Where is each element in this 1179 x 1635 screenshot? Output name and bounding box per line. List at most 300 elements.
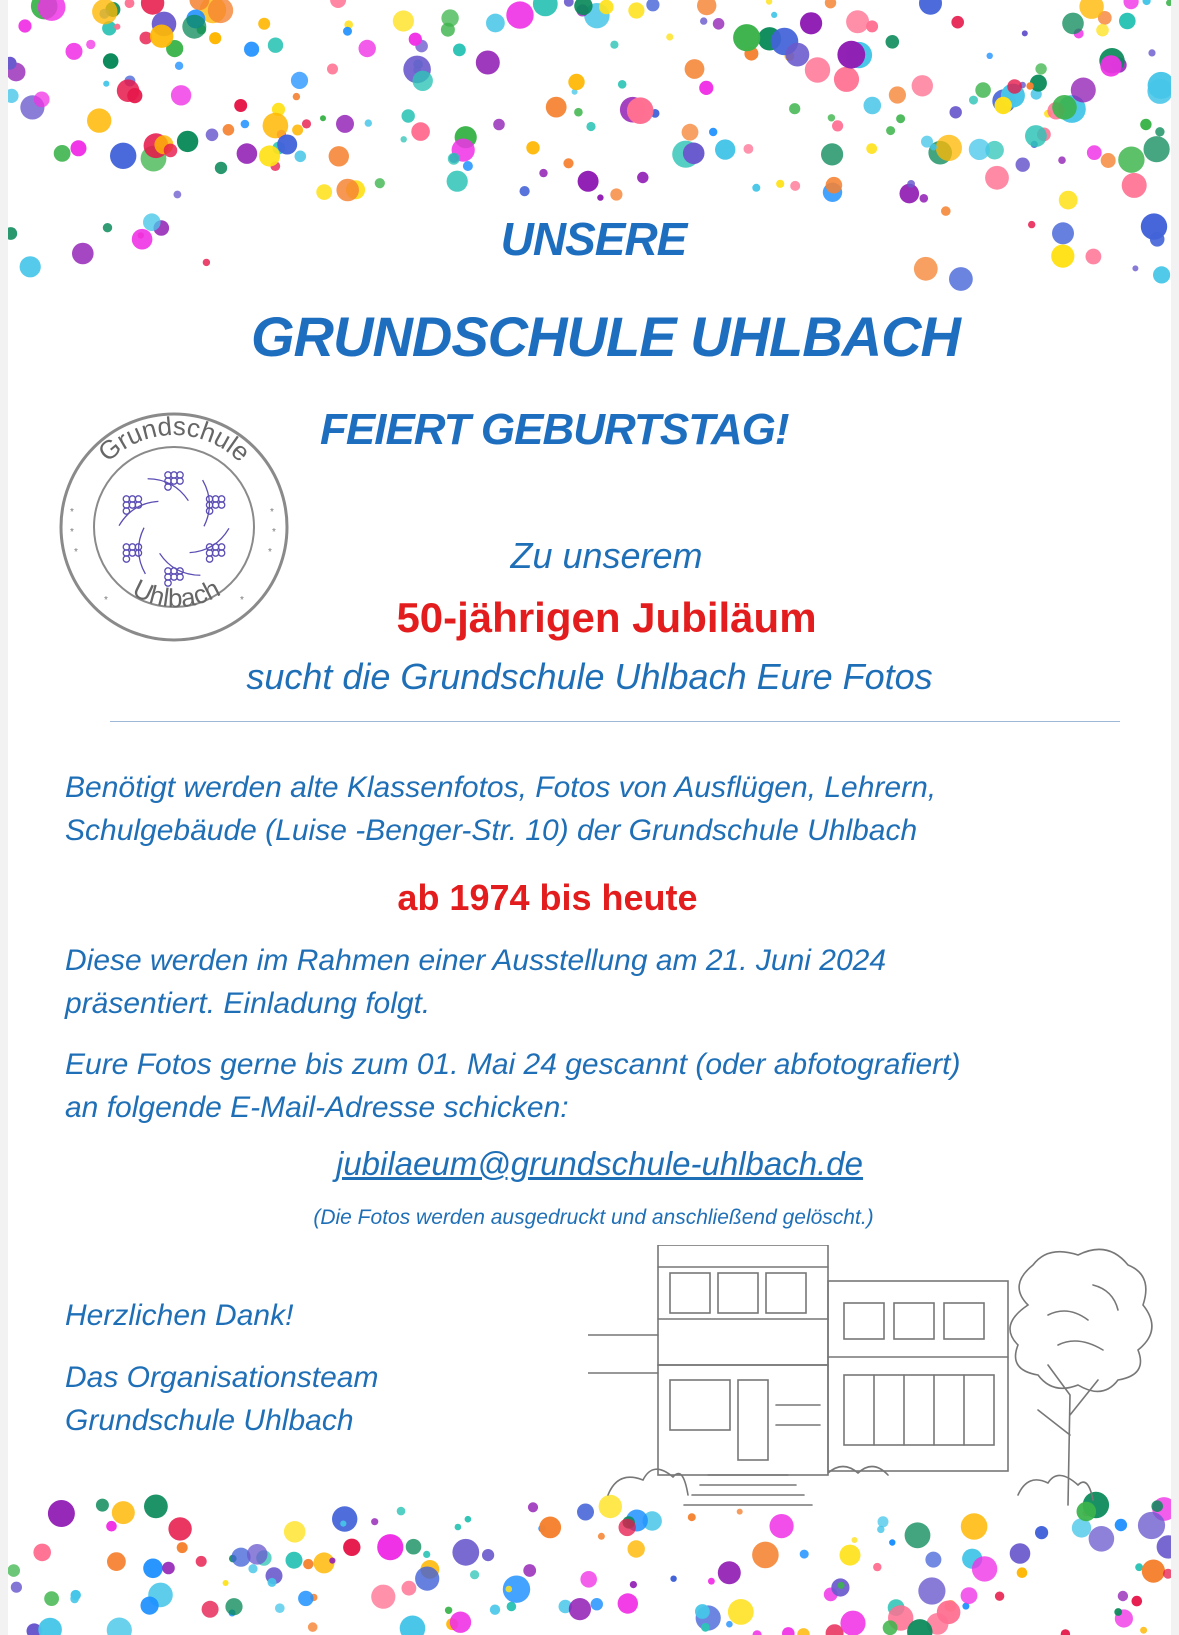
svg-text:*: *	[270, 507, 274, 518]
confetti-dot	[244, 42, 259, 57]
confetti-dot	[949, 267, 973, 291]
confetti-dot	[268, 1578, 277, 1587]
confetti-dot	[1114, 1608, 1122, 1616]
confetti-dot	[117, 79, 140, 102]
confetti-dot	[961, 1513, 988, 1540]
confetti-dot	[825, 0, 836, 8]
confetti-dot	[637, 172, 648, 183]
confetti-dot	[523, 1564, 536, 1577]
confetti-dot	[786, 43, 810, 67]
confetti-dot	[206, 129, 219, 142]
confetti-dot	[476, 51, 500, 75]
confetti-dot	[591, 1598, 603, 1610]
confetti-dot	[463, 161, 473, 171]
headline-school-name: GRUNDSCHULE UHLBACH	[251, 305, 960, 368]
confetti-dot	[837, 41, 865, 69]
confetti-dot	[873, 1563, 881, 1571]
confetti-dot	[821, 143, 843, 165]
confetti-dot	[1072, 1518, 1091, 1537]
submission-line-2: an folgende E-Mail-Adresse schicken:	[65, 1091, 569, 1124]
confetti-dot	[1119, 13, 1136, 30]
confetti-dot	[302, 119, 311, 128]
confetti-dot	[533, 0, 558, 16]
svg-text:*: *	[104, 595, 108, 606]
confetti-dot	[699, 81, 713, 95]
confetti-dot	[728, 1599, 754, 1625]
confetti-dot	[393, 10, 414, 31]
confetti-dot	[528, 1502, 538, 1512]
svg-text:*: *	[70, 527, 74, 538]
confetti-dot	[423, 1551, 430, 1558]
confetti-dot	[223, 1580, 229, 1586]
confetti-dot	[918, 1577, 945, 1604]
team-line-2: Grundschule Uhlbach	[65, 1404, 354, 1437]
confetti-dot	[985, 166, 1009, 190]
confetti-dot	[866, 143, 877, 154]
confetti-dot	[688, 1513, 696, 1521]
confetti-dot	[526, 141, 539, 154]
confetti-dot	[327, 64, 338, 75]
confetti-dot	[33, 1544, 51, 1562]
confetti-dot	[568, 74, 584, 90]
confetti-dot	[234, 99, 247, 112]
confetti-dot	[972, 1556, 997, 1581]
confetti-dot	[141, 1597, 159, 1615]
confetti-dot	[450, 1612, 471, 1633]
confetti-dot	[852, 1537, 858, 1543]
confetti-dot	[834, 67, 859, 92]
confetti-dot	[618, 1593, 638, 1613]
svg-text:Grundschule	[92, 411, 256, 468]
confetti-dot	[293, 93, 300, 100]
confetti-dot	[666, 33, 673, 40]
confetti-dot	[506, 1, 533, 28]
confetti-dot	[359, 40, 376, 57]
confetti-dot	[106, 1521, 117, 1532]
confetti-dot	[995, 1592, 1004, 1601]
confetti-dot	[38, 1618, 62, 1635]
confetti-dot	[284, 1521, 306, 1543]
confetti-dot	[920, 194, 929, 203]
confetti-dot	[1143, 0, 1151, 5]
confetti-dot	[628, 2, 644, 18]
confetti-dot	[951, 16, 964, 29]
confetti-dot	[770, 1514, 794, 1538]
confetti-dot	[975, 82, 991, 98]
confetti-dot	[776, 180, 784, 188]
confetti-dot	[969, 139, 990, 160]
privacy-note: (Die Fotos werden ausgedruckt und anschließend gelöscht.)	[313, 1206, 874, 1229]
confetti-dot	[1022, 30, 1028, 36]
confetti-dot	[86, 40, 95, 49]
confetti-dot	[1096, 24, 1109, 37]
confetti-dot	[295, 151, 307, 163]
confetti-dot	[397, 1507, 406, 1516]
svg-text:*: *	[70, 507, 74, 518]
confetti-dot	[1122, 173, 1147, 198]
confetti-dot	[332, 1506, 357, 1531]
confetti-dot	[71, 140, 87, 156]
confetti-dot	[1132, 1596, 1143, 1607]
confetti-dot	[700, 17, 707, 24]
intro-line-3: sucht die Grundschule Uhlbach Eure Fotos	[246, 656, 933, 697]
confetti-dot	[400, 1616, 426, 1635]
confetti-dot	[1087, 145, 1102, 160]
confetti-dot	[174, 191, 182, 199]
svg-text:*: *	[268, 547, 272, 558]
confetti-dot	[539, 1517, 561, 1539]
confetti-dot	[286, 1552, 303, 1569]
confetti-dot	[766, 0, 772, 5]
confetti-dot	[177, 1542, 188, 1553]
confetti-dot	[241, 120, 250, 129]
confetti-dot	[401, 136, 407, 142]
confetti-dot	[877, 1526, 884, 1533]
confetti-dot	[402, 1581, 417, 1596]
confetti-dot	[646, 0, 659, 11]
confetti-dot	[683, 143, 705, 165]
period-highlight: ab 1974 bis heute	[397, 877, 698, 918]
confetti-dot	[490, 1605, 500, 1615]
confetti-dot	[209, 32, 221, 44]
confetti-dot	[1089, 1526, 1115, 1552]
confetti-dot	[298, 1591, 313, 1606]
confetti-dot	[599, 0, 614, 14]
submission-line-1: Eure Fotos gerne bis zum 01. Mai 24 gescannt (oder abfotografiert)	[65, 1048, 961, 1081]
svg-text:*: *	[74, 547, 78, 558]
confetti-dot	[343, 27, 352, 36]
confetti-dot	[907, 180, 915, 188]
confetti-dot	[453, 44, 466, 57]
confetti-dot	[832, 120, 843, 131]
confetti-dot	[1115, 1519, 1127, 1531]
confetti-dot	[610, 188, 622, 200]
confetti-dot	[196, 1556, 207, 1567]
confetti-dot	[71, 1590, 81, 1600]
confetti-dot	[340, 1521, 346, 1527]
confetti-dot	[828, 114, 835, 121]
confetti-dot	[1157, 1535, 1171, 1558]
confetti-dot	[1135, 1563, 1143, 1571]
confetti-dot	[826, 177, 843, 194]
confetti-dot	[34, 92, 50, 108]
confetti-dot	[125, 0, 135, 8]
submission-paragraph	[65, 1043, 960, 1129]
confetti-dot	[790, 181, 800, 191]
confetti-dot	[48, 1500, 75, 1527]
confetti-dot	[864, 97, 882, 115]
confetti-dot	[1030, 75, 1047, 92]
confetti-dot	[371, 1585, 395, 1609]
confetti-dot	[87, 108, 111, 132]
confetti-dot	[925, 1552, 941, 1568]
confetti-dot	[630, 1581, 637, 1588]
confetti-dot	[797, 1628, 809, 1635]
confetti-dot	[627, 97, 654, 124]
confetti-dot	[107, 1618, 132, 1635]
confetti-dot	[580, 1571, 597, 1588]
request-line-1: Benötigt werden alte Klassenfotos, Fotos von Ausflügen, Lehrern,	[65, 771, 937, 804]
svg-text:*: *	[272, 527, 276, 538]
svg-text:*: *	[240, 595, 244, 606]
confetti-dot	[8, 89, 19, 103]
confetti-dot	[277, 135, 297, 155]
confetti-dot	[789, 103, 800, 114]
confetti-dot	[1052, 95, 1077, 120]
thanks-text: Herzlichen Dank!	[65, 1299, 294, 1332]
confetti-dot	[701, 1623, 710, 1632]
confetti-dot	[215, 162, 227, 174]
confetti-dot	[445, 1607, 452, 1614]
confetti-dot	[883, 1620, 898, 1635]
confetti-dot	[308, 1622, 318, 1632]
confetti-dot	[107, 1552, 126, 1571]
confetti-dot	[258, 18, 270, 30]
confetti-dot	[162, 1562, 175, 1575]
confetti-dot	[330, 0, 346, 8]
confetti-dot	[912, 75, 933, 96]
confetti-dot	[365, 119, 372, 126]
confetti-dot	[268, 38, 283, 53]
flyer-sheet	[8, 0, 1171, 1635]
confetti-dot	[520, 186, 530, 196]
email-link[interactable]: jubilaeum@grundschule-uhlbach.de	[335, 1145, 863, 1182]
confetti-dot	[1059, 191, 1078, 210]
confetti-dot	[343, 1539, 360, 1556]
confetti-dot	[846, 10, 869, 33]
confetti-dot	[143, 1559, 163, 1579]
confetti-dot	[66, 43, 83, 60]
divider-line	[110, 721, 1120, 722]
confetti-dot	[574, 108, 583, 117]
request-line-2: Schulgebäude (Luise -Benger-Str. 10) der Grundschule Uhlbach	[65, 814, 918, 847]
confetti-dot	[202, 1601, 219, 1618]
confetti-dot	[1142, 1560, 1165, 1583]
confetti-dot	[563, 158, 573, 168]
confetti-dot	[402, 109, 415, 122]
confetti-dot	[237, 143, 258, 164]
confetti-dot	[292, 125, 303, 136]
confetti-dot	[1101, 153, 1116, 168]
confetti-dot	[336, 115, 354, 133]
confetti-dot	[486, 14, 505, 33]
confetti-dot	[896, 114, 905, 123]
confetti-dot	[150, 25, 173, 48]
confetti-dot	[539, 169, 547, 177]
confetti-dot	[586, 122, 595, 131]
confetti-dot	[598, 1533, 605, 1540]
confetti-dot	[377, 1534, 403, 1560]
confetti-dot	[950, 106, 962, 118]
confetti-dot	[223, 124, 235, 136]
confetti-dot	[995, 97, 1012, 114]
school-building-sketch	[588, 1245, 1168, 1510]
confetti-dot	[411, 122, 430, 141]
confetti-dot	[303, 1559, 313, 1569]
confetti-dot	[905, 1522, 931, 1548]
confetti-dot	[1140, 1627, 1147, 1634]
confetti-dot	[597, 194, 603, 200]
confetti-dot	[753, 1630, 762, 1635]
confetti-dot	[733, 24, 760, 51]
confetti-dot	[546, 97, 567, 118]
confetti-dot	[713, 18, 725, 30]
confetti-dot	[103, 81, 109, 87]
confetti-dot	[838, 1582, 845, 1589]
confetti-dot	[800, 12, 822, 34]
confetti-dot	[987, 53, 993, 59]
headline-birthday: FEIERT GEBURTSTAG!	[320, 405, 789, 454]
confetti-dot	[569, 1598, 591, 1620]
confetti-dot	[225, 1598, 242, 1615]
confetti-dot	[114, 24, 120, 30]
confetti-dot	[682, 124, 699, 141]
confetti-dot	[1058, 156, 1066, 164]
confetti-dot	[1140, 119, 1151, 130]
confetti-dot	[1025, 125, 1047, 147]
exhibition-paragraph	[65, 939, 886, 1025]
confetti-dot	[415, 1567, 439, 1591]
confetti-dot	[782, 1627, 795, 1635]
confetti-dot	[263, 113, 289, 139]
confetti-dot	[840, 1611, 865, 1635]
confetti-dot	[1016, 158, 1030, 172]
confetti-dot	[54, 145, 71, 162]
confetti-dot	[771, 12, 777, 18]
confetti-dot	[329, 1558, 335, 1564]
confetti-dot	[800, 1550, 809, 1559]
confetti-dot	[752, 1542, 779, 1569]
confetti-dot	[936, 135, 962, 161]
confetti-dot	[112, 1501, 135, 1524]
confetti-dot	[695, 1604, 710, 1619]
confetti-dot	[578, 171, 599, 192]
confetti-dot	[1062, 13, 1084, 35]
confetti-dot	[320, 115, 326, 121]
confetti-dot	[708, 1578, 715, 1585]
confetti-dot	[247, 1544, 268, 1565]
confetti-dot	[452, 1539, 479, 1566]
confetti-dot	[507, 1602, 517, 1612]
anniversary-highlight: 50-jährigen Jubiläum	[396, 594, 817, 641]
confetti-dot	[670, 1576, 676, 1582]
confetti-dot	[1148, 49, 1155, 56]
logo-top-text: Grundschule	[92, 410, 257, 468]
confetti-dot	[259, 145, 280, 166]
confetti-dot	[1035, 1526, 1048, 1539]
headline-unsere: UNSERE	[500, 213, 687, 265]
confetti-dot	[1100, 55, 1121, 76]
confetti-dot	[291, 72, 308, 89]
confetti-dot	[610, 41, 618, 49]
confetti-dot	[92, 0, 117, 24]
confetti-dot	[726, 1621, 733, 1628]
confetti-dot	[103, 53, 119, 69]
confetti-dot	[1153, 266, 1170, 283]
confetti-dot	[248, 1564, 257, 1573]
confetti-dot	[628, 1540, 645, 1557]
confetti-dot	[96, 1499, 109, 1512]
intro-line-1: Zu unserem	[510, 535, 703, 576]
confetti-dot	[470, 1570, 479, 1579]
confetti-dot	[961, 1587, 978, 1604]
confetti-dot	[886, 35, 900, 49]
confetti-dot	[1071, 78, 1096, 103]
confetti-dot	[171, 85, 191, 105]
confetti-dot	[506, 1586, 513, 1593]
confetti-dot	[805, 57, 830, 82]
confetti-dot	[1118, 147, 1144, 173]
confetti-dot	[110, 143, 136, 169]
confetti-dot	[619, 1519, 636, 1536]
confetti-dot	[329, 146, 349, 166]
confetti-dot	[709, 128, 717, 136]
confetti-dot	[441, 23, 455, 37]
logo-bottom-text: Uhlbach	[128, 572, 225, 614]
confetti-dot	[18, 19, 31, 32]
confetti-dot	[1132, 265, 1138, 271]
confetti-dot	[744, 144, 754, 154]
exhibition-line-1: Diese werden im Rahmen einer Ausstellung am 21. Juni 2024	[65, 944, 887, 977]
confetti-dot	[493, 119, 505, 131]
confetti-dot	[447, 171, 468, 192]
confetti-dot	[168, 1517, 191, 1540]
confetti-dot	[697, 0, 716, 15]
request-paragraph	[65, 766, 936, 852]
confetti-dot	[316, 184, 332, 200]
confetti-dot	[886, 126, 895, 135]
confetti-dot	[1007, 79, 1022, 94]
confetti-dot	[1155, 127, 1164, 136]
confetti-dot	[177, 131, 198, 152]
confetti-dot	[175, 62, 183, 70]
confetti-dot	[930, 144, 937, 151]
confetti-dot	[371, 1518, 378, 1525]
confetti-dot	[11, 1582, 22, 1593]
confetti-dot	[1026, 82, 1033, 89]
confetti-dot	[144, 1495, 168, 1519]
confetti-dot	[564, 0, 574, 7]
confetti-dot	[275, 1603, 285, 1613]
confetti-dot	[1118, 1591, 1128, 1601]
confetti-dot	[455, 1524, 462, 1531]
confetti-dot	[375, 178, 385, 188]
confetti-dot	[685, 59, 705, 79]
confetti-dot	[1124, 0, 1139, 9]
confetti-dot	[752, 184, 760, 192]
confetti-dot	[44, 1591, 59, 1606]
confetti-dot	[969, 96, 978, 105]
confetti-dot	[919, 0, 942, 15]
confetti-dot	[618, 80, 627, 89]
confetti-dot	[889, 86, 906, 103]
confetti-dot	[336, 179, 359, 202]
exhibition-line-2: präsentiert. Einladung folgt.	[65, 987, 431, 1020]
confetti-dot	[715, 139, 735, 159]
confetti-dot	[482, 1549, 494, 1561]
confetti-dot	[840, 1545, 861, 1566]
confetti-dot	[1061, 1629, 1070, 1635]
confetti-dot	[182, 15, 206, 39]
team-line-1: Das Organisationsteam	[65, 1361, 379, 1394]
confetti-dot	[1017, 1567, 1028, 1578]
confetti-dot	[1035, 63, 1046, 74]
confetti-dot	[889, 1539, 895, 1545]
confetti-dot	[1166, 0, 1171, 6]
confetti-dot	[413, 71, 433, 91]
confetti-dot	[409, 33, 422, 46]
confetti-dot	[8, 1564, 20, 1577]
